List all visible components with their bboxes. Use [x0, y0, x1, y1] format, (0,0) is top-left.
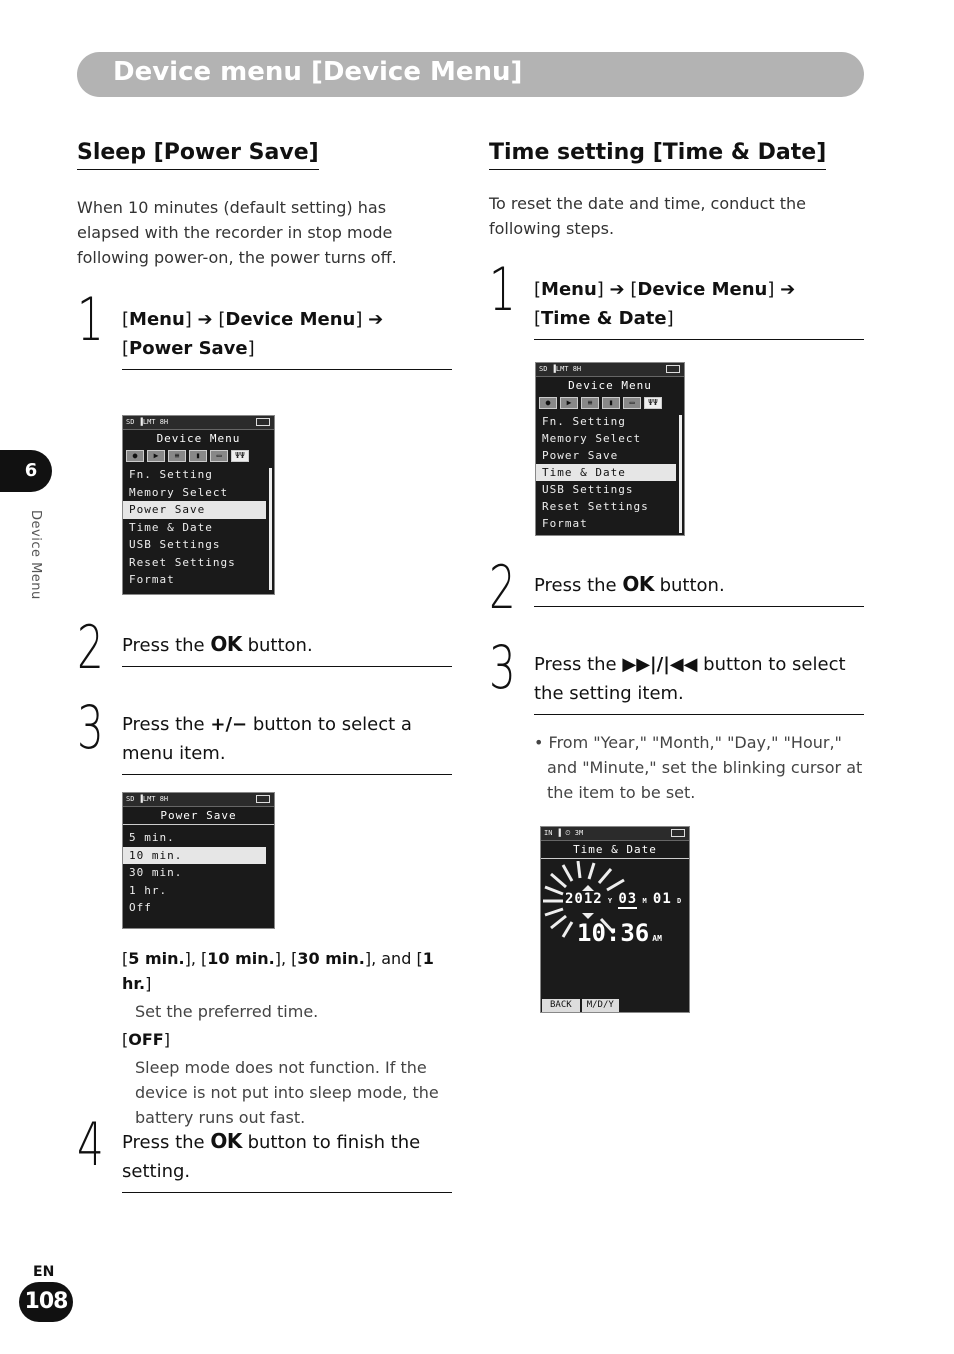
file-icon: ≡ [168, 450, 186, 462]
menu-label: Menu [129, 309, 185, 330]
lcd-icon: ▮ [189, 450, 207, 462]
menu-label: Menu [541, 279, 597, 300]
left-column [77, 140, 452, 1182]
lcd-menu-item: Reset Settings [129, 555, 236, 569]
time-readout: 10:36 AM [577, 919, 662, 947]
language-label: EN [33, 1264, 55, 1280]
lcd-device-menu-screen [122, 415, 275, 595]
lcd-menu-item: Format [129, 573, 175, 586]
sleep-step-1 [77, 285, 452, 372]
play-icon: ▶ [147, 450, 165, 462]
battery-icon [256, 418, 270, 426]
step-number: 3 [77, 693, 104, 763]
options-block [122, 946, 452, 1130]
lcd-status-bar: SD ▐LMT 8H [123, 793, 274, 807]
lcd-menu-item: Memory Select [129, 485, 229, 499]
lcd-option-list [123, 825, 274, 917]
lcd-option-item-selected: 10 min. [123, 847, 266, 865]
lcd-option-item: 1 hr. [129, 883, 168, 897]
skip-keys: ▶▶|/|◀◀ [622, 654, 698, 675]
step-number: 2 [77, 613, 104, 683]
tools-icon: ΨΨ [644, 397, 662, 409]
sleep-step-4 [77, 1110, 452, 1195]
step-text: Press the OK button to finish the setting. [122, 1127, 452, 1193]
time-step-3 [489, 633, 864, 718]
step-number: 1 [77, 285, 104, 355]
ok-button-label: OK [210, 1129, 242, 1153]
sleep-intro: When 10 minutes (default setting) has elapsed with the recorder in stop mode following power-on, the power turns off. [77, 198, 397, 267]
lcd-menu-item: Power Save [542, 449, 619, 462]
lcd-header: Time & Date [541, 841, 689, 859]
step-number: 2 [489, 553, 516, 623]
bullet-note: • From "Year," "Month," "Day," "Hour," and "Minute," set the blinking cursor at the item to be set. [534, 733, 863, 802]
step-number: 1 [489, 255, 516, 325]
lcd-menu-item-selected: Power Save [123, 501, 266, 519]
lcd-menu-item: USB Settings [542, 483, 634, 496]
banner-title: Device menu [Device Menu] [113, 57, 523, 87]
soft-key-bar [541, 999, 690, 1012]
lcd-menu-item: USB Settings [129, 538, 221, 551]
option-description: Set the preferred time. [135, 1002, 319, 1021]
option-description: Sleep mode does not function. If the device is not put into sleep mode, the battery runs out fast. [135, 1058, 439, 1127]
right-column [489, 140, 864, 1010]
play-icon: ▶ [560, 397, 578, 409]
lcd-scrollbar [679, 415, 682, 533]
option-list-line: [5 min.], [10 min.], [30 min.], and [1 hr.] [122, 949, 434, 993]
step-text: Press the +/− button to select a menu item. [122, 710, 452, 775]
lcd-menu-item: Format [542, 517, 588, 530]
lcd-time-date-screen [540, 826, 690, 1013]
step-text: Press the OK button. [122, 630, 452, 667]
lcd-menu-item-selected: Time & Date [536, 464, 676, 481]
arrow-right-icon: ➔ [609, 279, 625, 300]
sleep-step-3 [77, 693, 452, 778]
lcd-menu-item: Reset Settings [542, 500, 649, 513]
lcd-header: Device Menu [568, 379, 652, 392]
lcd-menu-list [123, 464, 274, 589]
lcd-status-bar: SD ▐LMT 8H [123, 416, 274, 430]
back-softkey[interactable]: BACK [542, 999, 580, 1012]
step-number: 4 [77, 1110, 104, 1180]
time-date-label: Time & Date [541, 308, 667, 329]
step-number: 3 [489, 633, 516, 703]
arrow-right-icon: ➔ [780, 279, 796, 300]
chapter-label: Device Menu [28, 510, 43, 600]
lcd-menu-list [536, 411, 684, 532]
lcd-option-item: 5 min. [129, 831, 175, 844]
lcd-option-item: Off [129, 901, 152, 914]
step-text: [Menu] ➔ [Device Menu] ➔ [Time & Date] [534, 275, 864, 340]
battery-icon [671, 829, 685, 837]
monitor-icon: ▭ [623, 397, 641, 409]
sleep-section-title: Sleep [Power Save] [77, 140, 319, 170]
lcd-option-item: 30 min. [129, 866, 183, 879]
lcd-menu-item: Fn. Setting [129, 468, 213, 481]
plus-minus-keys: +/− [210, 714, 248, 735]
page-number: 108 [19, 1282, 73, 1322]
date-readout: 2012 Y 03 M 01 D [565, 891, 683, 907]
lcd-menu-item: Memory Select [542, 432, 642, 445]
lcd-header: Device Menu [156, 432, 241, 445]
device-menu-label: Device Menu [637, 279, 768, 300]
lcd-icon: ▮ [602, 397, 620, 409]
power-save-label: Power Save [129, 338, 248, 359]
time-step-2 [489, 553, 864, 623]
ok-button-label: OK [210, 632, 242, 656]
arrow-right-icon: ➔ [197, 309, 213, 330]
lcd-status-bar: SD ▐LMT 8H [536, 363, 684, 377]
lcd-status-bar: IN ▐ ⏲ 3M [541, 827, 689, 841]
arrow-right-icon: ➔ [368, 309, 384, 330]
lcd-menu-item: Time & Date [129, 520, 213, 534]
battery-icon [666, 365, 680, 373]
monitor-icon: ▭ [210, 450, 228, 462]
lcd-header: Power Save [123, 807, 274, 825]
lcd-scrollbar [269, 468, 272, 590]
option-off-line: [OFF] [122, 1030, 170, 1049]
mic-icon: ● [539, 397, 557, 409]
lcd-power-save-screen [122, 792, 275, 929]
device-menu-label: Device Menu [225, 309, 356, 330]
mic-icon: ● [126, 450, 144, 462]
time-section-title: Time setting [Time & Date] [489, 140, 826, 170]
chapter-tab: 6 [0, 450, 52, 492]
ok-button-label: OK [622, 572, 654, 596]
time-step-1 [489, 255, 864, 342]
step-text: [Menu] ➔ [Device Menu] ➔ [Power Save] [122, 305, 452, 370]
file-icon: ≡ [581, 397, 599, 409]
lcd-icon-bar [123, 448, 274, 464]
section-banner [77, 52, 864, 97]
step-text: Press the ▶▶|/|◀◀ button to select the setting item. [534, 650, 864, 715]
mdy-softkey[interactable]: M/D/Y [582, 999, 619, 1012]
tools-icon: ΨΨ [231, 450, 249, 462]
time-intro: To reset the date and time, conduct the following steps. [489, 194, 806, 238]
sleep-step-2 [77, 613, 452, 683]
lcd-icon-bar [536, 395, 684, 411]
lcd-menu-item: Fn. Setting [542, 415, 626, 428]
step-text: Press the OK button. [534, 570, 864, 607]
lcd-device-menu-screen [535, 362, 685, 536]
battery-icon [256, 795, 270, 803]
